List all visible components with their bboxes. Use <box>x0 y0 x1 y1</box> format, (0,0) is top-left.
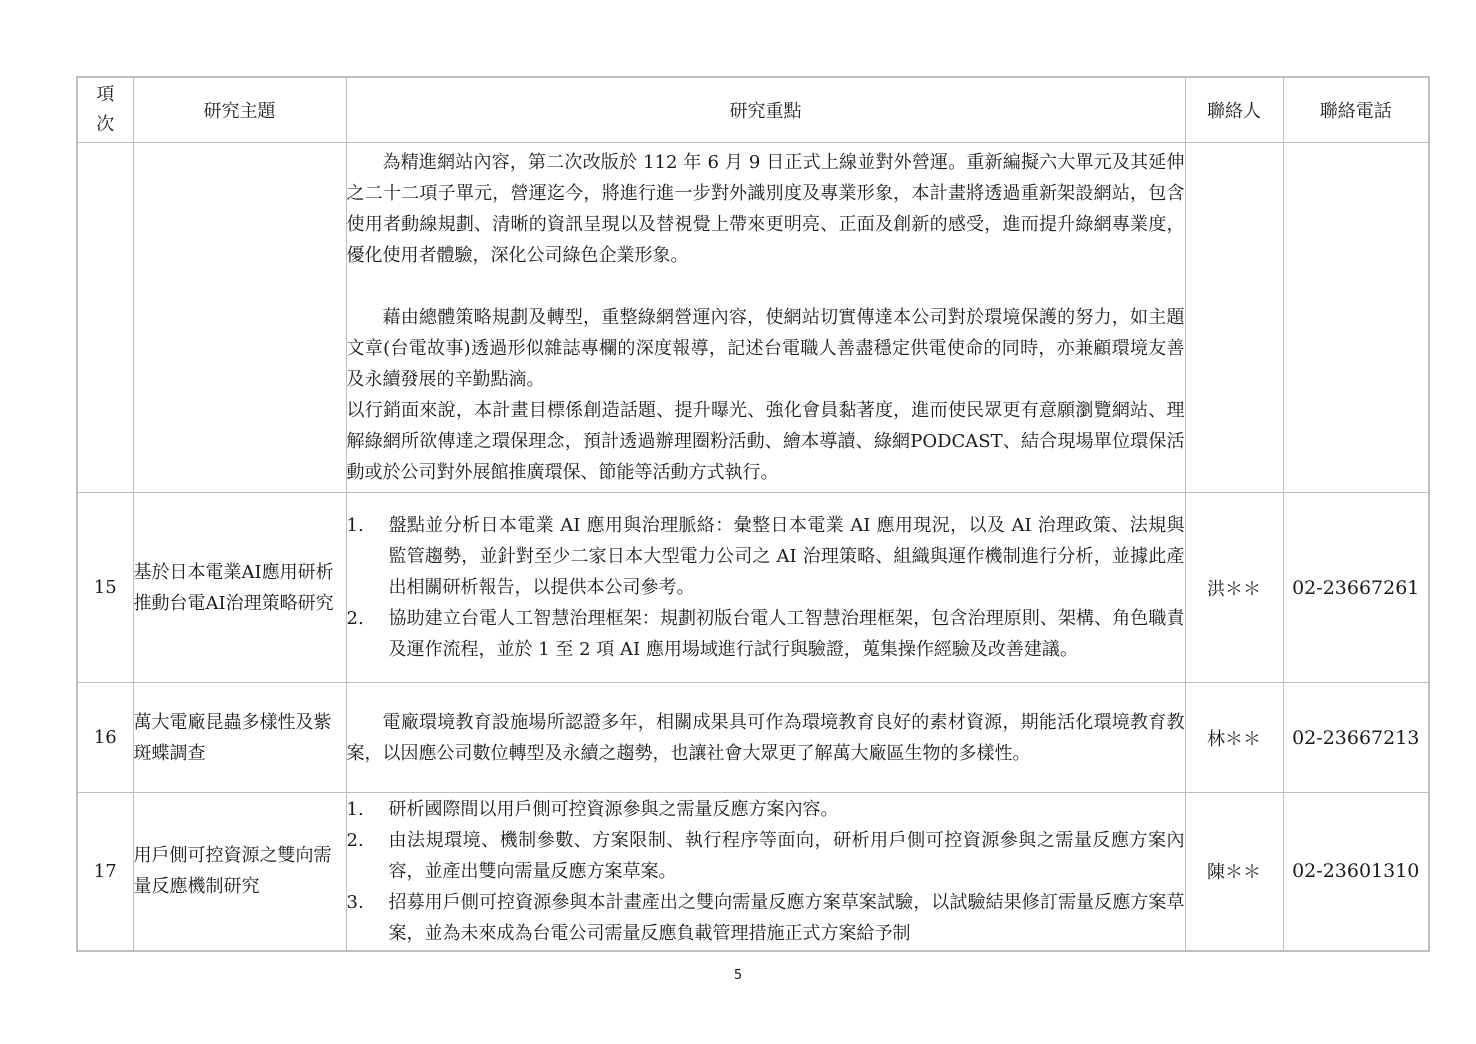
cell-focus <box>346 493 1185 683</box>
focus-item: 1. 盤點並分析日本電業 AI 應用與治理脈絡：彙整日本電業 AI 應用現況，以及 AI 治理政策、法規與監管趨勢，並針對至少二家日本大型電力公司之 AI 治理策略、組織與運作機制進行分析，並據此產出相關研析報告，以提供本公司參考。 <box>346 515 1185 598</box>
cell-contact-empty <box>1185 143 1283 493</box>
cell-phone: 02-23667261 <box>1283 493 1429 683</box>
header-index: 項 次 <box>77 77 133 143</box>
cell-index-empty <box>77 143 133 493</box>
table-row <box>77 493 1429 683</box>
cell-topic: 萬大電廠昆蟲多樣性及紫斑蝶調查 <box>133 683 346 793</box>
header-contact: 聯絡人 <box>1185 77 1283 143</box>
cell-index: 16 <box>77 683 133 793</box>
table-row <box>77 793 1429 951</box>
cell-contact: 洪＊＊ <box>1185 493 1283 683</box>
header-focus: 研究重點 <box>346 77 1185 143</box>
focus-item: 2. 由法規環境、機制參數、方案限制、執行程序等面向，研析用戶側可控資源參與之需量反應方案內容，並產出雙向需量反應方案草案。 <box>346 829 1185 882</box>
cell-topic: 用戶側可控資源之雙向需量反應機制研究 <box>133 793 346 951</box>
focus-item: 2. 協助建立台電人工智慧治理框架：規劃初版台電人工智慧治理框架，包含治理原則、架構、角色職責及運作流程，並於 1 至 2 項 AI 應用場域進行試行與驗證，蒐集操作經驗及改善建議。 <box>346 608 1185 660</box>
table-row-continued <box>77 143 1429 493</box>
focus-paragraph: 為精進網站內容，第二次改版於 112 年 6 月 9 日正式上線並對外營運。重新編擬六大單元及其延伸之二十二項子單元，營運迄今，將進行進一步對外識別度及專業形象，本計畫將透過重新架設網站，包含使用者動線規劃、清晰的資訊呈現以及替視覺上帶來更明亮、正面及創新的感受，進而提升綠網專業度，優化使用者體驗，深化公司綠色企業形象。 <box>346 152 1185 266</box>
cell-phone: 02-23667213 <box>1283 683 1429 793</box>
cell-phone-empty <box>1283 143 1429 493</box>
cell-contact: 林＊＊ <box>1185 683 1283 793</box>
table-row <box>77 683 1429 793</box>
focus-item: 3. 招募用戶側可控資源參與本計畫產出之雙向需量反應方案草案試驗，以試驗結果修訂需量反應方案草案，並為未來成為台電公司需量反應負載管理措施正式方案給予制 <box>346 891 1185 944</box>
cell-index: 15 <box>77 493 133 683</box>
focus-item: 1. 研析國際間以用戶側可控資源參與之需量反應方案內容。 <box>346 798 839 820</box>
header-phone: 聯絡電話 <box>1283 77 1429 143</box>
cell-focus <box>346 683 1185 793</box>
cell-phone: 02-23601310 <box>1283 793 1429 951</box>
cell-index: 17 <box>77 793 133 951</box>
cell-topic: 基於日本電業AI應用研析推動台電AI治理策略研究 <box>133 493 346 683</box>
header-topic: 研究主題 <box>133 77 346 143</box>
cell-focus <box>346 793 1185 951</box>
focus-paragraph: 藉由總體策略規劃及轉型，重整綠網營運內容，使網站切實傳達本公司對於環境保護的努力，如主題文章(台電故事)透過形似雜誌專欄的深度報導，記述台電職人善盡穩定供電使命的同時，亦兼顧環境友善及永續發展的辛勤點滴。 <box>346 307 1185 390</box>
cell-topic-empty <box>133 143 346 493</box>
page-number: 5 <box>733 968 743 983</box>
cell-focus-continued <box>346 143 1185 493</box>
focus-paragraph: 以行銷面來說，本計畫目標係創造話題、提升曝光、強化會員黏著度，進而使民眾更有意願瀏覽網站、理解綠網所欲傳達之環保理念，預計透過辦理圈粉活動、繪本導讀、綠網PODCAST、結合現場單位環保活動或於公司對外展館推廣環保、節能等活動方式執行。 <box>346 400 1185 483</box>
table-header-row <box>77 77 1429 143</box>
focus-paragraph: 電廠環境教育設施場所認證多年，相關成果具可作為環境教育良好的素材資源，期能活化環境教育教案，以因應公司數位轉型及永續之趨勢，也讓社會大眾更了解萬大廠區生物的多樣性。 <box>346 711 1185 764</box>
research-topics-table <box>76 76 1430 952</box>
cell-contact: 陳＊＊ <box>1185 793 1283 951</box>
